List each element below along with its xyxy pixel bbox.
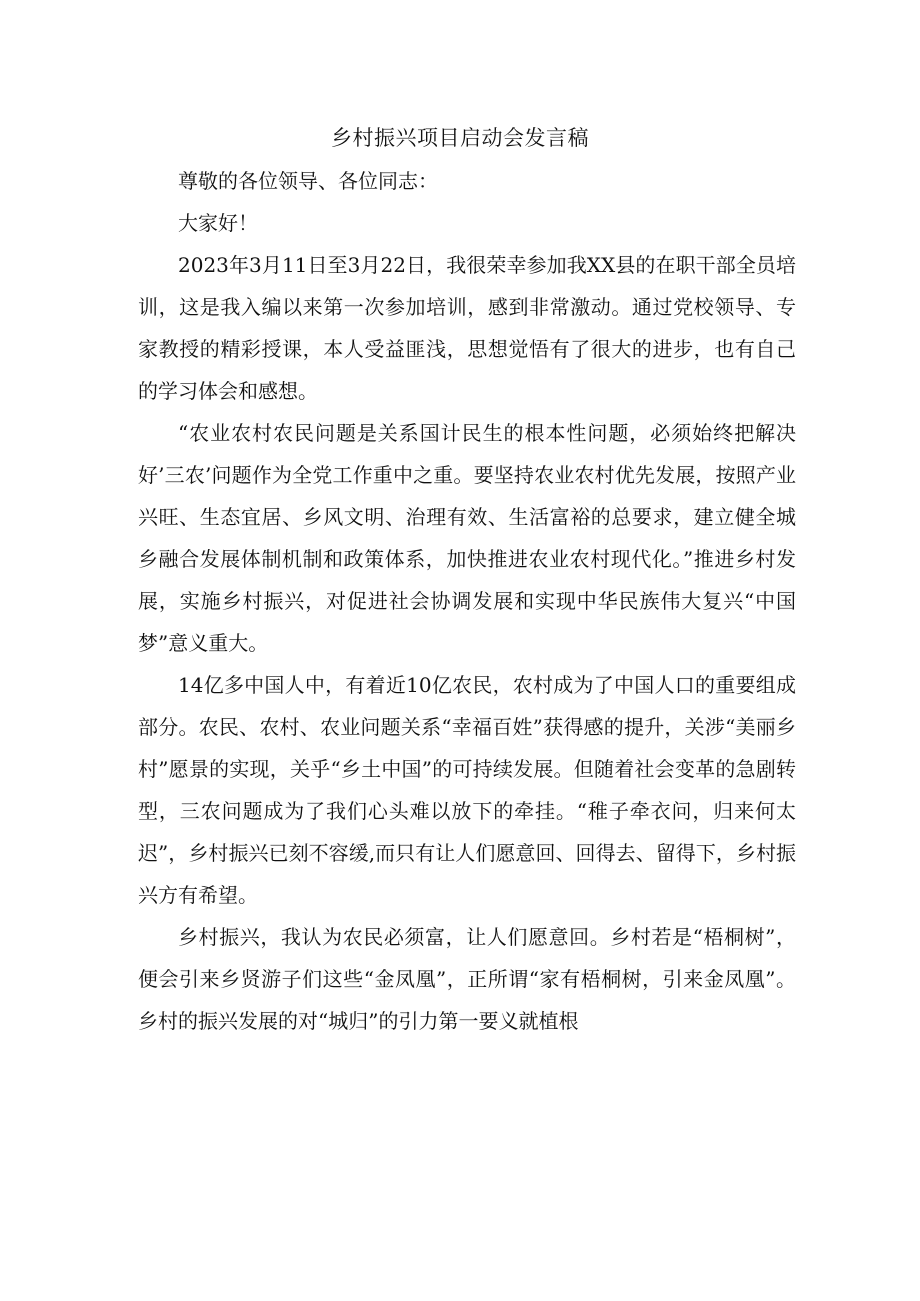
document-body: [138, 160, 796, 1042]
paragraph-population: 14亿多中国人中，有着近10亿农民，农村成为了中国人口的重要组成部分。农民、农村、农业问题关系“幸福百姓”获得感的提升，关涉“美丽乡村”愿景的实现，关乎“乡土中国”的可持续发展。但随着社会变革的急剧转型，三农问题成为了我们心头难以放下的牵挂。“稚子牵衣问，归来何太迟”，乡村振兴已刻不容缓,而只有让人们愿意回、回得去、留得下，乡村振兴方有希望。: [138, 673, 796, 907]
greeting: 大家好！: [178, 211, 258, 235]
page-title: 乡村振兴项目启动会发言稿: [331, 126, 589, 150]
paragraph-farmers: 乡村振兴，我认为农民必须富，让人们愿意回。乡村若是“梧桐树”，便会引来乡贤游子们这些“金凤凰”，正所谓“家有梧桐树，引来金凤凰”。乡村的振兴发展的对“城归”的引力第一要义就植根: [138, 925, 796, 1033]
paragraph-quote: “农业农村农民问题是关系国计民生的根本性问题，必须始终把解决好’三农’问题作为全党工作重中之重。要坚持农业农村优先发展，按照产业兴旺、生态宜居、乡风文明、治理有效、生活富裕的总要求，建立健全城乡融合发展体制机制和政策体系，加快推进农业农村现代化。”推进乡村发展，实施乡村振兴，对促进社会协调发展和实现中华民族伟大复兴“中国梦”意义重大。: [138, 421, 796, 655]
salutation: 尊敬的各位领导、各位同志：: [178, 169, 438, 193]
paragraph-training: 2023年3月11日至3月22日，我很荣幸参加我XX县的在职干部全员培训，这是我入编以来第一次参加培训，感到非常激动。通过党校领导、专家教授的精彩授课，本人受益匪浅，思想觉悟有了很大的进步，也有自己的学习体会和感想。: [138, 253, 796, 403]
